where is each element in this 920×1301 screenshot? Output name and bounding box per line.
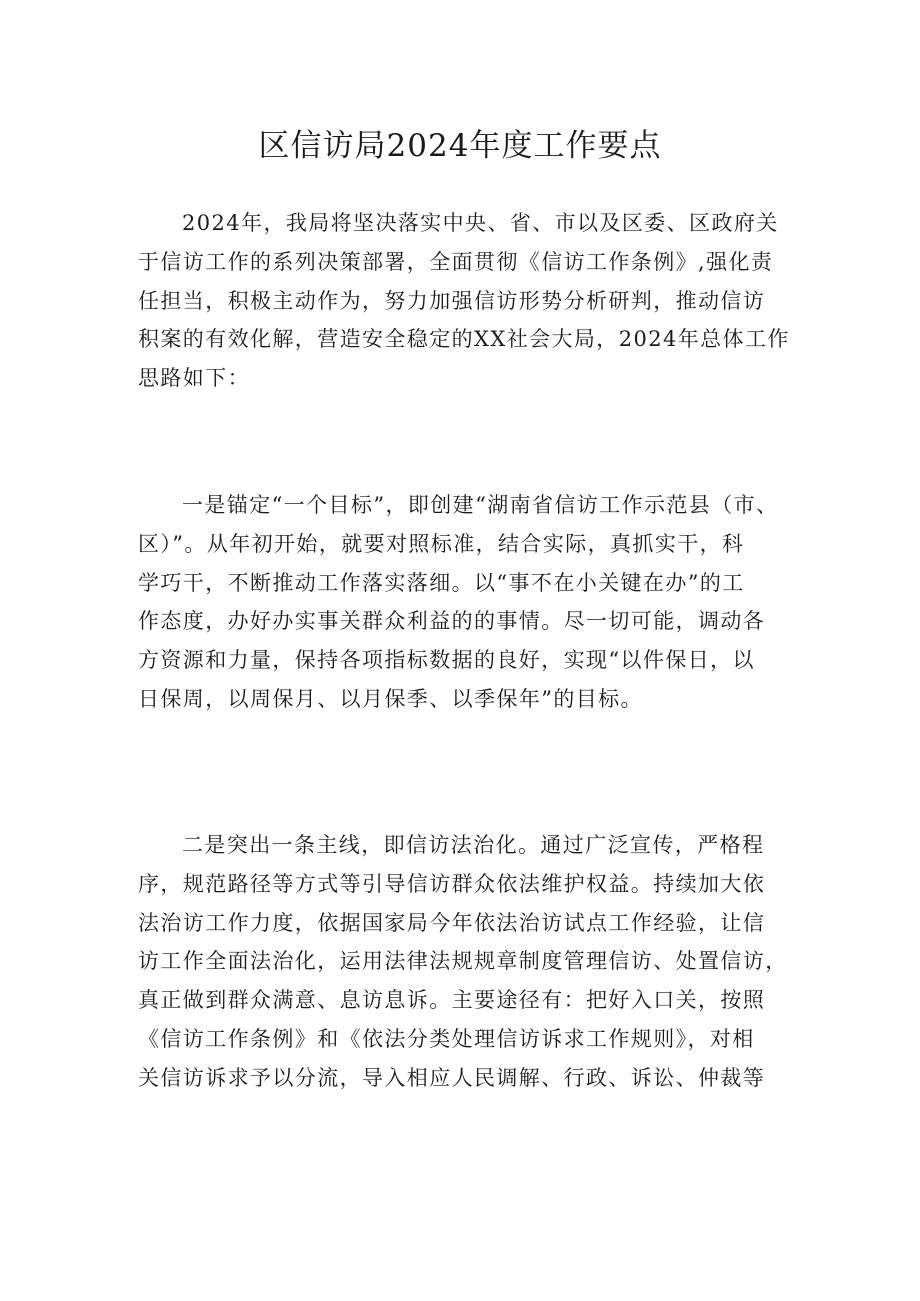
text-line: 真正做到群众满意、息访息诉。主要途径有：把好入口关，按照 <box>138 988 766 1013</box>
text-line: 于信访工作的系列决策部署，全面贯彻《信访工作条例》,强化责 <box>138 249 774 274</box>
text-line: 思路如下： <box>138 366 250 391</box>
text-line: 序，规范路径等方式等引导信访群众依法维护权益。持续加大依 <box>138 871 766 896</box>
text-line: 《信访工作条例》和《依法分类处理信访诉求工作规则》，对相 <box>138 1026 755 1051</box>
text-line: 积案的有效化解，营造安全稳定的XX社会大局，2024年总体工作 <box>138 327 790 352</box>
text-line: 区）”。从年初开始，就要对照标准，结合实际，真抓实干，科 <box>138 531 745 556</box>
paragraph-intro <box>138 204 790 398</box>
text-line: 作态度，办好办实事关群众利益的的事情。尽一切可能，调动各 <box>138 609 766 634</box>
text-line: 访工作全面法治化，运用法律法规规章制度管理信访、处置信访， <box>138 949 788 974</box>
text-line: 日保周，以周保月、以月保季、以季保年”的目标。 <box>138 686 643 711</box>
text-line: 任担当，积极主动作为，努力加强信访形势分析研判，推动信访 <box>138 288 766 313</box>
text-line: 方资源和力量，保持各项指标数据的良好，实现“以件保日，以 <box>138 648 755 673</box>
text-line: 学巧干，不断推动工作落实落细。以“事不在小关键在办”的工 <box>138 570 745 595</box>
text-line: 法治访工作力度，依据国家局今年依法治访试点工作经验，让信 <box>138 910 766 935</box>
text-line: 2024年，我局将坚决落实中央、省、市以及区委、区政府关 <box>182 211 779 235</box>
document-title: 区信访局2024年度工作要点 <box>258 128 662 164</box>
text-line: 关信访诉求予以分流，导入相应人民调解、行政、诉讼、仲裁等 <box>138 1065 766 1090</box>
text-line: 一是锚定“一个目标”，即创建“湖南省信访工作示范县（市、 <box>182 493 779 517</box>
paragraph-mainline <box>138 826 790 1098</box>
text-line: 二是突出一条主线，即信访法治化。通过广泛宣传，严格程 <box>182 833 765 857</box>
paragraph-goal <box>138 486 790 719</box>
